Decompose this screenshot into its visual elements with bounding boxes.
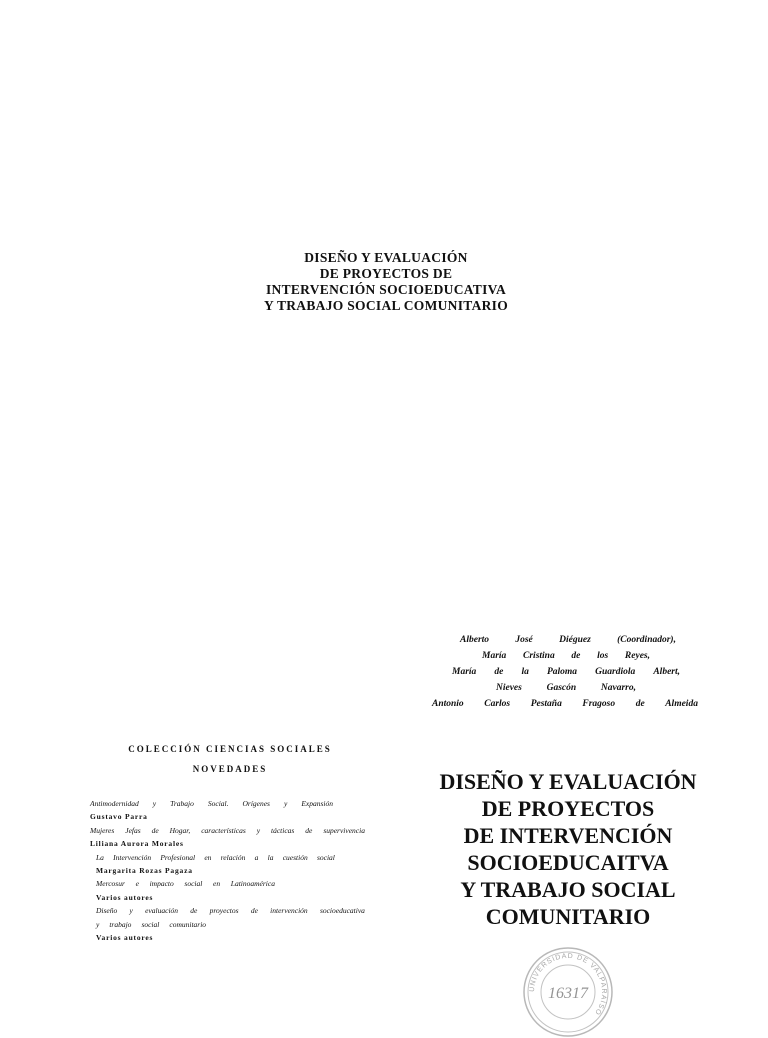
author-word: la [521, 667, 529, 677]
half-title-line: DISEÑO Y EVALUACIÓN [304, 250, 468, 265]
work-word: tácticas [271, 825, 295, 835]
author-line [432, 664, 698, 680]
work-word: y [129, 906, 133, 916]
collection-header [90, 739, 370, 779]
author-line [432, 680, 698, 696]
author-line [432, 648, 698, 664]
work-title [96, 851, 365, 864]
work-word: en [204, 852, 212, 862]
work-title-continued [96, 918, 365, 931]
work-word: social [141, 919, 160, 929]
work-word: de [151, 825, 159, 835]
author-word: Reyes, [624, 651, 650, 661]
work-word: Hogar, [169, 825, 191, 835]
author-line [432, 696, 698, 712]
work-word: Diseño [96, 906, 118, 916]
work-word: y [283, 799, 288, 808]
author-word: de [494, 667, 504, 677]
list-item [90, 904, 365, 944]
work-word: Trabajo [170, 799, 194, 808]
author-word: José [515, 635, 533, 645]
authors-block [432, 632, 698, 712]
author-word: Cristina [523, 651, 555, 661]
author-word: Diéguez [559, 635, 591, 645]
svg-text:UNIVERSIDAD DE VALPARAÍSO: UNIVERSIDAD DE VALPARAÍSO [528, 952, 608, 1017]
work-word: proyectos [209, 906, 239, 916]
main-title-line: COMUNITARIO [485, 904, 651, 929]
work-word: de [305, 825, 313, 835]
author-word: (Coordinador), [617, 635, 676, 645]
author-word: de [635, 699, 645, 709]
main-title [420, 768, 716, 930]
work-word: trabajo [109, 919, 132, 929]
work-word: Jefas [125, 825, 141, 835]
work-word: Expansión [301, 799, 333, 808]
author-word: Guardiola [595, 667, 636, 677]
work-word: Mujeres [90, 825, 115, 835]
work-title [90, 824, 365, 837]
work-title [96, 877, 365, 890]
work-word: social [316, 852, 335, 862]
list-item [90, 877, 365, 904]
list-item [90, 797, 365, 824]
collection-name: COLECCIÓN CIENCIAS SOCIALES [128, 744, 332, 754]
author-word: Fragoso [582, 699, 616, 709]
work-word: relación [220, 852, 246, 862]
author-word: María [452, 667, 477, 677]
work-word: de [190, 906, 198, 916]
main-title-line: DISEÑO Y EVALUACIÓN [439, 769, 697, 794]
work-word: cuestión [282, 852, 308, 862]
work-word: impacto [149, 879, 174, 889]
author-line [432, 632, 698, 648]
work-author: Varios autores [96, 933, 154, 943]
work-title [96, 904, 365, 917]
main-title-line: DE INTERVENCIÓN [463, 823, 673, 848]
work-word: evaluación [145, 906, 179, 916]
work-word: Social. [207, 799, 229, 808]
svg-text:16317: 16317 [548, 985, 588, 1002]
work-word: Profesional [160, 852, 196, 862]
author-word: Pestaña [530, 699, 562, 709]
work-word: y [96, 919, 100, 929]
half-title-line: INTERVENCIÓN SOCIOEDUCATIVA [265, 282, 507, 297]
author-word: Nieves [496, 683, 522, 693]
main-title-line: Y TRABAJO SOCIAL [460, 877, 676, 902]
work-word: en [213, 879, 221, 889]
work-author: Liliana Aurora Morales [90, 839, 184, 849]
author-word: Albert, [653, 667, 680, 677]
novedades-list [90, 797, 365, 944]
author-word: Alberto [460, 635, 490, 645]
work-word: características [201, 825, 246, 835]
list-item [90, 851, 365, 878]
work-word: y [152, 799, 157, 808]
work-word: a [254, 852, 259, 862]
work-author: Gustavo Parra [90, 812, 148, 822]
work-word: Intervención [113, 852, 152, 862]
work-word: e [135, 879, 139, 889]
work-word: la [267, 852, 274, 862]
work-word: Orígenes [242, 799, 270, 808]
work-word: y [256, 825, 261, 835]
work-word: social [184, 879, 203, 889]
author-word: Navarro, [600, 683, 636, 693]
half-title-line: Y TRABAJO SOCIAL COMUNITARIO [263, 298, 509, 313]
work-word: intervención [270, 906, 308, 916]
half-title-line: DE PROYECTOS DE [319, 266, 453, 281]
work-word: Mercosur [96, 879, 125, 889]
author-word: Carlos [484, 699, 511, 709]
work-word: La [96, 852, 104, 862]
author-word: Almeida [665, 699, 698, 709]
author-word: Paloma [546, 667, 578, 677]
author-word: María [482, 651, 507, 661]
author-word: Antonio [432, 699, 464, 709]
author-word: de [571, 651, 581, 661]
library-stamp-icon [522, 946, 614, 1038]
work-word: supervivencia [323, 825, 365, 835]
main-title-line: DE PROYECTOS [481, 796, 655, 821]
list-item [90, 824, 365, 851]
collection-subtitle: NOVEDADES [192, 764, 268, 774]
work-word: Latinoamérica [230, 879, 275, 889]
work-author: Varios autores [96, 892, 154, 902]
author-word: Gascón [546, 683, 577, 693]
work-author: Margarita Rozas Pagaza [96, 866, 193, 876]
half-title [0, 250, 768, 314]
work-word: socioeducativa [319, 906, 365, 916]
work-word: comunitario [169, 919, 207, 929]
work-title [90, 797, 365, 810]
work-word: Antimodernidad [90, 799, 139, 808]
author-word: los [597, 651, 609, 661]
work-word: de [250, 906, 258, 916]
main-title-line: SOCIOEDUCAITVA [467, 850, 669, 875]
